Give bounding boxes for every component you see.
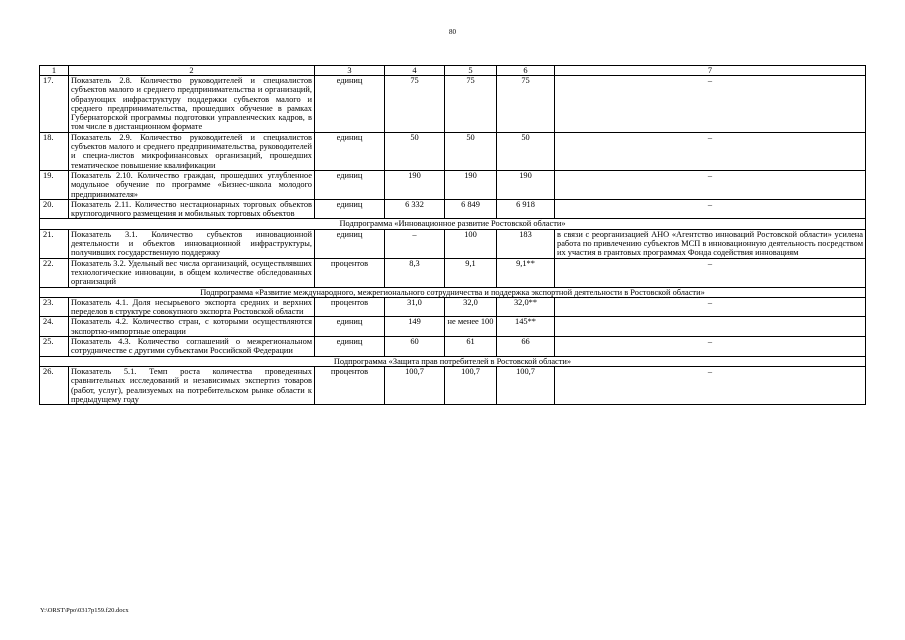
indicator-name: Показатель 4.3. Количество соглашений о межрегиональном сотрудничестве с другими субъектами Российской Федерации (69, 337, 315, 357)
table-row (40, 258, 866, 287)
subprogram-row (40, 356, 866, 366)
table-row (40, 337, 866, 357)
note-cell (555, 317, 866, 337)
value-col-5: 50 (445, 132, 497, 170)
value-col-5: 6 849 (445, 199, 497, 219)
header-col-3: 3 (315, 66, 385, 76)
unit-cell: единиц (315, 199, 385, 219)
subprogram-title: Подпрограмма «Защита прав потребителей в Ростовской области» (40, 356, 866, 366)
header-col-7: 7 (555, 66, 866, 76)
row-number: 23. (40, 297, 69, 317)
note-cell: – (555, 258, 866, 287)
header-col-6: 6 (497, 66, 555, 76)
document-path: Y:\ORST\Ppo\0317p159.f20.docx (40, 607, 129, 614)
row-number: 22. (40, 258, 69, 287)
value-col-6: 190 (497, 170, 555, 199)
value-col-6: 50 (497, 132, 555, 170)
indicator-name: Показатель 3.2. Удельный вес числа организаций, осуществлявших технологические инновации, в общем количестве обследованных организаций (69, 258, 315, 287)
note-cell: в связи с реорганизацией АНО «Агентство инноваций Ростовской области» усилена работа по привлечению субъектов МСП в инновационную деятельность посредством их участия в грантовых программах Фонда содействия инновациям (555, 229, 866, 258)
indicator-name: Показатель 4.2. Количество стран, с которыми осуществляются экспортно-импортные операции (69, 317, 315, 337)
value-col-4: 75 (385, 76, 445, 133)
value-col-6: 9,1** (497, 258, 555, 287)
value-col-4: 190 (385, 170, 445, 199)
row-number: 19. (40, 170, 69, 199)
unit-cell: единиц (315, 132, 385, 170)
unit-cell: единиц (315, 317, 385, 337)
table-row (40, 317, 866, 337)
indicator-name: Показатель 2.8. Количество руководителей и специалистов субъектов малого и среднего предпринимательства и организаций, образующих инфраструктуру поддержки субъектов малого и среднего предпринимательства, прошедших обучение в рамках Губернаторской программы подготовки управленческих кадров, в том числе в дистанционном формате (69, 76, 315, 133)
value-col-4: 31,0 (385, 297, 445, 317)
indicator-name: Показатель 3.1. Количество субъектов инновационной деятельности и объектов инновационной инфраструктуры, получивших государственную поддержку (69, 229, 315, 258)
value-col-5: 190 (445, 170, 497, 199)
value-col-4: 6 332 (385, 199, 445, 219)
page-number: 80 (449, 28, 456, 36)
value-col-5: 9,1 (445, 258, 497, 287)
row-number: 20. (40, 199, 69, 219)
value-col-5: 75 (445, 76, 497, 133)
row-number: 21. (40, 229, 69, 258)
table-row (40, 170, 866, 199)
unit-cell: процентов (315, 366, 385, 404)
subprogram-row (40, 219, 866, 229)
table-row (40, 297, 866, 317)
value-col-4: 149 (385, 317, 445, 337)
value-col-6: 6 918 (497, 199, 555, 219)
value-col-4: 100,7 (385, 366, 445, 404)
table-row (40, 366, 866, 404)
indicator-name: Показатель 2.11. Количество нестационарных торговых объектов круглогодичного размещения и мобильных торговых объектов (69, 199, 315, 219)
value-col-6: 100,7 (497, 366, 555, 404)
note-cell: – (555, 366, 866, 404)
note-cell: – (555, 199, 866, 219)
value-col-5: не менее 100 (445, 317, 497, 337)
note-cell: – (555, 76, 866, 133)
table-row (40, 229, 866, 258)
row-number: 24. (40, 317, 69, 337)
value-col-5: 61 (445, 337, 497, 357)
header-col-4: 4 (385, 66, 445, 76)
value-col-4: 8,3 (385, 258, 445, 287)
value-col-6: 66 (497, 337, 555, 357)
row-number: 17. (40, 76, 69, 133)
row-number: 18. (40, 132, 69, 170)
header-col-5: 5 (445, 66, 497, 76)
table-row (40, 76, 866, 133)
header-row (40, 66, 866, 76)
subprogram-title: Подпрограмма «Инновационное развитие Ростовской области» (40, 219, 866, 229)
value-col-5: 100 (445, 229, 497, 258)
indicator-name: Показатель 5.1. Темп роста количества проведенных сравнительных исследований и независимых экспертиз товаров (работ, услуг), реализуемых на потребительском рынке области к предыдущему году (69, 366, 315, 404)
value-col-4: 50 (385, 132, 445, 170)
note-cell: – (555, 170, 866, 199)
subprogram-title: Подпрограмма «Развитие международного, межрегионального сотрудничества и поддержка экспортной деятельности в Ростовской области» (40, 287, 866, 297)
subprogram-row (40, 287, 866, 297)
note-cell: – (555, 337, 866, 357)
unit-cell: единиц (315, 229, 385, 258)
header-col-2: 2 (69, 66, 315, 76)
value-col-4: – (385, 229, 445, 258)
indicator-name: Показатель 4.1. Доля несырьевого экспорта средних и верхних переделов в структуре совокупного экспорта Ростовской области (69, 297, 315, 317)
unit-cell: единиц (315, 337, 385, 357)
table-row (40, 132, 866, 170)
note-cell: – (555, 297, 866, 317)
value-col-4: 60 (385, 337, 445, 357)
row-number: 26. (40, 366, 69, 404)
value-col-6: 183 (497, 229, 555, 258)
indicators-table (39, 65, 866, 405)
value-col-5: 32,0 (445, 297, 497, 317)
value-col-6: 75 (497, 76, 555, 133)
unit-cell: единиц (315, 76, 385, 133)
table-row (40, 199, 866, 219)
indicator-name: Показатель 2.9. Количество руководителей и специалистов субъектов малого и среднего предпринимательства, руководителей и специа-листов микрофинансовых организаций, прошедших тематическое повышение квалификации (69, 132, 315, 170)
value-col-6: 145** (497, 317, 555, 337)
indicator-name: Показатель 2.10. Количество граждан, прошедших углубленное модульное обучение по программе «Бизнес-школа молодого предпринимателя» (69, 170, 315, 199)
unit-cell: процентов (315, 297, 385, 317)
unit-cell: единиц (315, 170, 385, 199)
value-col-6: 32,0** (497, 297, 555, 317)
value-col-5: 100,7 (445, 366, 497, 404)
note-cell: – (555, 132, 866, 170)
header-col-1: 1 (40, 66, 69, 76)
row-number: 25. (40, 337, 69, 357)
unit-cell: процентов (315, 258, 385, 287)
